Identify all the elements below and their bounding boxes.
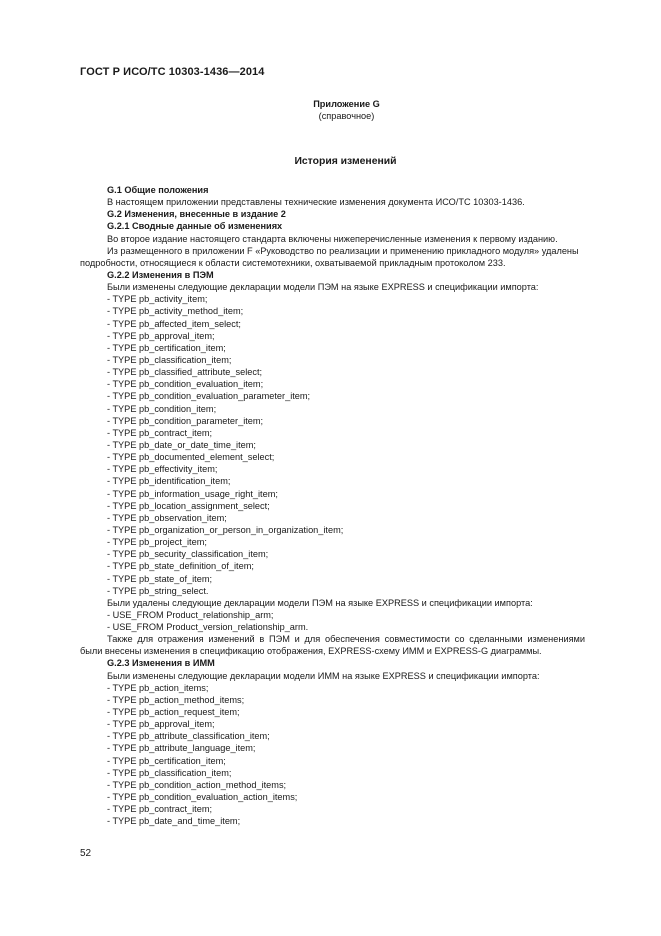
changed-declarations-list bbox=[80, 682, 585, 828]
list-item: - TYPE pb_attribute_language_item; bbox=[107, 743, 256, 754]
list-item: - TYPE pb_security_classification_item; bbox=[107, 549, 269, 560]
paragraph: В настоящем приложении представлены технические изменения документа ИСО/ТС 10303-1436. bbox=[107, 197, 525, 208]
paragraph: Из размещенного в приложении F «Руководство по реализации и применению прикладного модуля» удалены bbox=[107, 245, 579, 256]
list-item: - TYPE pb_classified_attribute_select; bbox=[107, 367, 263, 378]
list-item: - TYPE pb_condition_evaluation_item; bbox=[107, 379, 264, 390]
page-title: История изменений bbox=[294, 156, 397, 167]
list-item: - TYPE pb_classification_item; bbox=[107, 354, 232, 365]
page-number: 52 bbox=[80, 848, 92, 859]
list-item: - TYPE pb_observation_item; bbox=[107, 512, 227, 523]
list-item: - TYPE pb_information_usage_right_item; bbox=[107, 488, 278, 499]
list-item: - USE_FROM Product_relationship_arm; bbox=[107, 609, 274, 620]
section-heading-g23: G.2.3 Изменения в ИММ bbox=[107, 658, 215, 669]
list-item: - TYPE pb_condition_action_method_items; bbox=[107, 779, 287, 790]
paragraph-continuation: подробности, относящиеся к области системотехники, охватываемой прикладным протоколом 233. bbox=[80, 257, 506, 268]
list-item: - TYPE pb_state_definition_of_item; bbox=[107, 561, 254, 572]
list-item: - TYPE pb_action_request_item; bbox=[107, 707, 240, 718]
list-item: - TYPE pb_condition_item; bbox=[107, 403, 217, 414]
annex-label: Приложение G bbox=[313, 99, 380, 109]
list-item: - TYPE pb_location_assignment_select; bbox=[107, 500, 270, 511]
paragraph-continuation: были внесены изменения в спецификацию отображения, EXPRESS-схему ИММ и EXPRESS-G диаграммы. bbox=[80, 646, 542, 657]
list-item: - TYPE pb_documented_element_select; bbox=[107, 452, 275, 463]
list-item: - TYPE pb_certification_item; bbox=[107, 755, 226, 766]
list-item: - TYPE pb_effectivity_item; bbox=[107, 464, 218, 475]
list-item: - TYPE pb_activity_method_item; bbox=[107, 306, 244, 317]
list-item: - TYPE pb_approval_item; bbox=[107, 330, 215, 341]
list-item: - TYPE pb_action_method_items; bbox=[107, 694, 245, 705]
list-item: - TYPE pb_certification_item; bbox=[107, 342, 226, 353]
section-heading-g22: G.2.2 Изменения в ПЭМ bbox=[107, 269, 214, 280]
paragraph: Во второе издание настоящего стандарта включены нижеперечисленные изменения к первому изданию. bbox=[107, 233, 558, 244]
list-item: - TYPE pb_approval_item; bbox=[107, 719, 215, 730]
paragraph: Были изменены следующие декларации модели ПЭМ на языке EXPRESS и спецификации импорта: bbox=[107, 282, 539, 293]
list-item: - TYPE pb_string_select. bbox=[107, 585, 209, 596]
list-item: - TYPE pb_date_or_date_time_item; bbox=[107, 439, 256, 450]
list-item: - TYPE pb_condition_evaluation_action_items; bbox=[107, 792, 298, 803]
annex-heading bbox=[0, 99, 661, 122]
list-item: - TYPE pb_identification_item; bbox=[107, 476, 231, 487]
list-item: - TYPE pb_state_of_item; bbox=[107, 573, 213, 584]
paragraph: Были удалены следующие декларации модели ПЭМ на языке EXPRESS и спецификации импорта: bbox=[107, 597, 533, 608]
list-item: - TYPE pb_action_items; bbox=[107, 682, 209, 693]
changed-declarations-list bbox=[80, 293, 585, 597]
removed-declarations-list bbox=[80, 609, 585, 633]
section-heading-g1: G.1 Общие положения bbox=[107, 185, 209, 195]
paragraph: Также для отражения изменений в ПЭМ и для обеспечения совместимости со сделанными изменениями bbox=[107, 634, 585, 645]
list-item: - TYPE pb_condition_evaluation_parameter_item; bbox=[107, 391, 311, 402]
paragraph: Были изменены следующие декларации модели ИММ на языке EXPRESS и спецификации импорта: bbox=[107, 670, 540, 681]
annex-type: (справочное) bbox=[318, 110, 375, 121]
list-item: - TYPE pb_condition_parameter_item; bbox=[107, 415, 264, 426]
standard-header: ГОСТ Р ИСО/ТС 10303-1436—2014 bbox=[80, 66, 265, 78]
section-heading-g21: G.2.1 Сводные данные об изменениях bbox=[107, 221, 283, 232]
list-item: - TYPE pb_date_and_time_item; bbox=[107, 816, 241, 827]
list-item: - TYPE pb_activity_item; bbox=[107, 294, 208, 305]
list-item: - TYPE pb_attribute_classification_item; bbox=[107, 731, 270, 742]
section-heading-g2: G.2 Изменения, внесенные в издание 2 bbox=[107, 209, 286, 220]
list-item: - USE_FROM Product_version_relationship_arm. bbox=[107, 622, 309, 633]
document-body bbox=[80, 184, 585, 827]
list-item: - TYPE pb_project_item; bbox=[107, 537, 207, 548]
list-item: - TYPE pb_classification_item; bbox=[107, 767, 232, 778]
list-item: - TYPE pb_contract_item; bbox=[107, 804, 213, 815]
list-item: - TYPE pb_contract_item; bbox=[107, 427, 213, 438]
list-item: - TYPE pb_affected_item_select; bbox=[107, 318, 241, 329]
list-item: - TYPE pb_organization_or_person_in_organization_item; bbox=[107, 524, 344, 535]
